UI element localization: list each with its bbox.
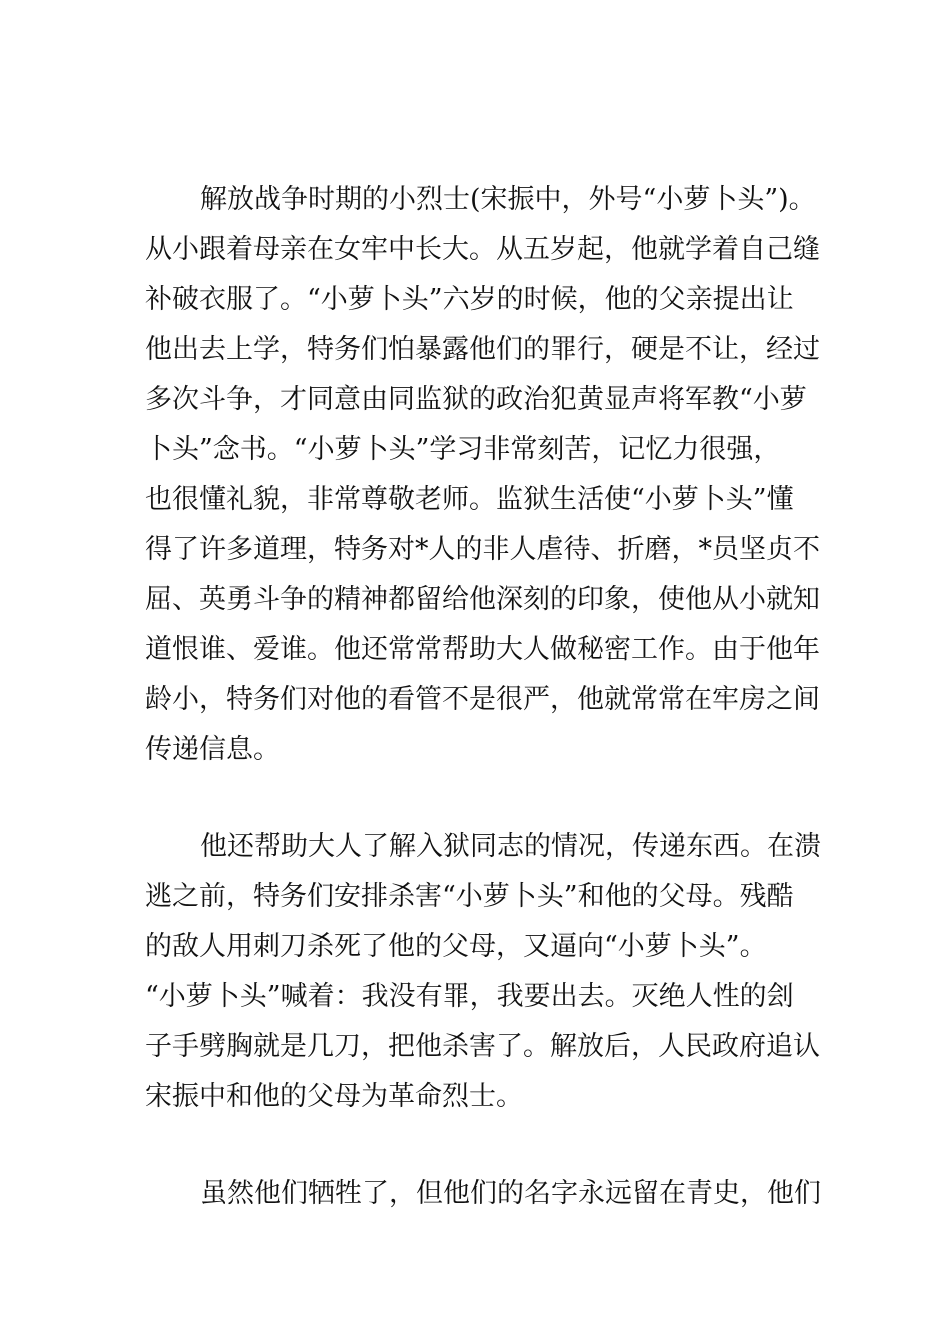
text-line: 他还帮助大人了解入狱同志的情况，传递东西。在溃: [200, 831, 821, 862]
text-line: 逃之前，特务们安排杀害“小萝卜头”和他的父母。残酷: [145, 881, 794, 912]
text-line: 也很懂礼貌，非常尊敬老师。监狱生活使“小萝卜头”懂: [145, 484, 794, 515]
text-line: 龄小，特务们对他的看管不是很严，他就常常在牢房之间: [145, 684, 820, 715]
text-line: 卜头”念书。“小萝卜头”学习非常刻苦，记忆力很强，: [145, 434, 781, 465]
text-line: 屈、英勇斗争的精神都留给他深刻的印象，使他从小就知: [145, 584, 820, 615]
text-line: 传递信息。: [145, 734, 280, 765]
text-line: 得了许多道理，特务对*人的非人虐待、折磨，*员坚贞不: [145, 534, 820, 565]
text-line: 从小跟着母亲在女牢中长大。从五岁起，他就学着自己缝: [145, 234, 820, 265]
text-line: 解放战争时期的小烈士(宋振中，外号“小萝卜头”)。: [200, 184, 816, 215]
text-line: 宋振中和他的父母为革命烈士。: [145, 1081, 523, 1112]
text-line: 子手劈胸就是几刀，把他杀害了。解放后，人民政府追认: [145, 1031, 820, 1062]
text-line: 他出去上学，特务们怕暴露他们的罪行，硬是不让，经过: [145, 334, 820, 365]
text-line: 多次斗争，才同意由同监狱的政治犯黄显声将军教“小萝: [145, 384, 807, 415]
text-line: “小萝卜头”喊着：我没有罪，我要出去。灭绝人性的刽: [145, 981, 794, 1012]
text-line: 的敌人用刺刀杀死了他的父母，又逼向“小萝卜头”。: [145, 931, 767, 962]
text-line: 虽然他们牺牲了，但他们的名字永远留在青史，他们: [200, 1178, 821, 1209]
text-line: 道恨谁、爱谁。他还常常帮助大人做秘密工作。由于他年: [145, 634, 820, 665]
text-line: 补破衣服了。“小萝卜头”六岁的时候，他的父亲提出让: [145, 284, 794, 315]
